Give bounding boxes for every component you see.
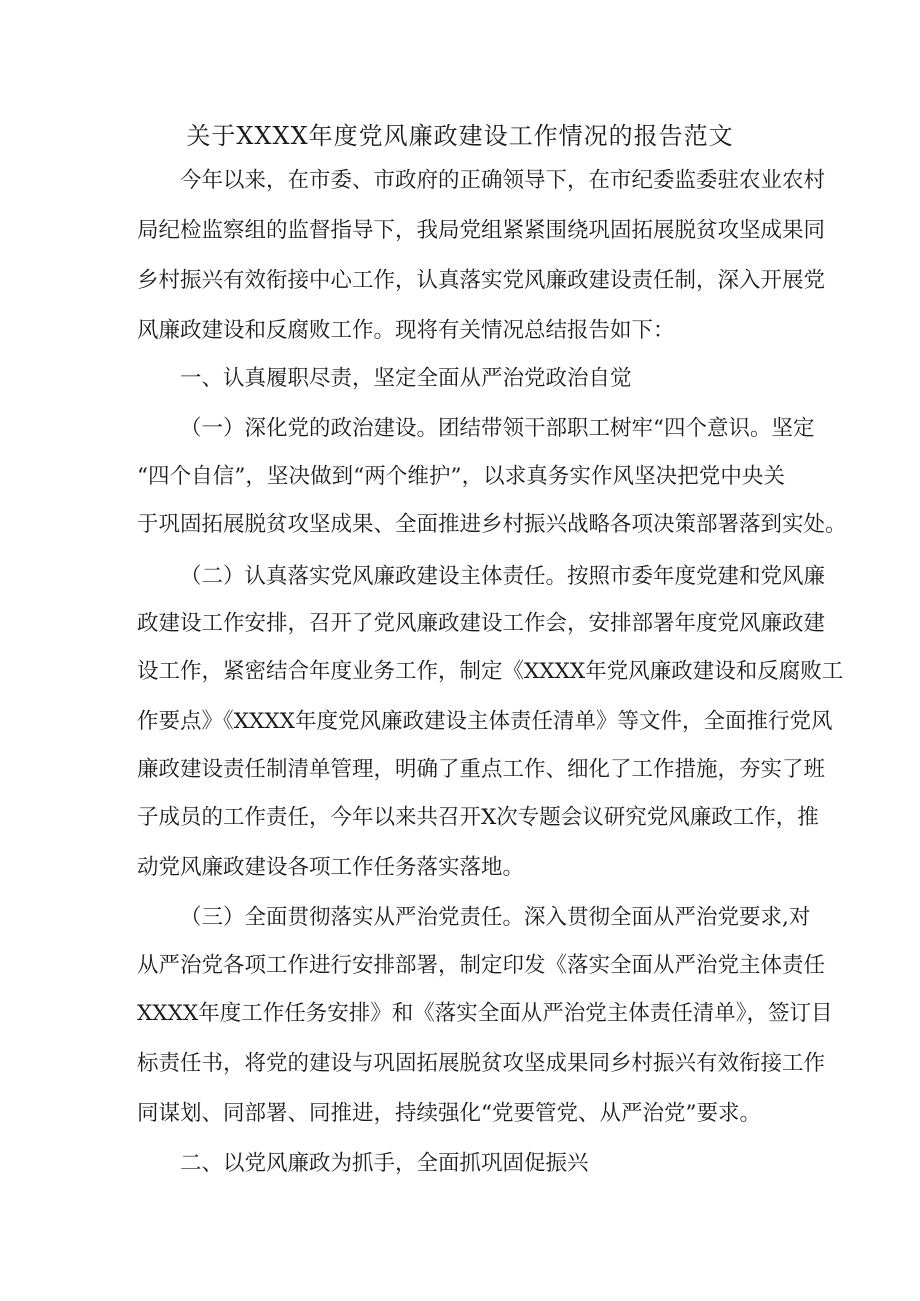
paragraph-line: 廉政建设责任制清单管理，明确了重点工作、细化了工作措施，夯实了班	[137, 757, 826, 782]
paragraph-line: XXXX年度工作任务安排》和《落实全面从严治党主体责任清单》，签订目	[137, 1001, 833, 1026]
section-heading: 一、认真履职尽责，坚定全面从严治党政治自觉	[180, 366, 632, 391]
paragraph-line: 标责任书，将党的建设与巩固拓展脱贫攻坚成果同乡村振兴有效衔接工作	[137, 1051, 826, 1076]
paragraph-line: （二）认真落实党风廉政建设主体责任。按照市委年度党建和党风廉	[180, 564, 826, 589]
paragraph-line: 作要点》《XXXX年度党风廉政建设主体责任清单》等文件，全面推行党风	[137, 709, 833, 734]
paragraph-line: （一）深化党的政治建设。团结带领干部职工树牢“四个意识。坚定	[180, 416, 815, 441]
paragraph-line: 政建设工作安排，召开了党风廉政建设工作会，安排部署年度党风廉政建	[137, 611, 826, 636]
paragraph-line: 局纪检监察组的监督指导下，我局党组紧紧围绕巩固拓展脱贫攻坚成果同	[137, 218, 826, 243]
paragraph-line: 从严治党各项工作进行安排部署，制定印发《落实全面从严治党主体责任	[137, 953, 826, 978]
paragraph-line: 乡村振兴有效衔接中心工作，认真落实党风廉政建设责任制，深入开展党	[137, 268, 826, 293]
paragraph-line: 动党风廉政建设各项工作任务落实落地。	[137, 855, 525, 880]
paragraph-line: （三）全面贯彻落实从严治党责任。深入贯彻全面从严治党要求,对	[180, 905, 811, 930]
paragraph-line: 今年以来，在市委、市政府的正确领导下，在市纪委监委驻农业农村	[180, 168, 826, 193]
section-heading: 二、以党风廉政为抓手，全面抓巩固促振兴	[180, 1151, 589, 1176]
paragraph-line: “四个自信”，坚决做到“两个维护”，以求真务实作风坚决把党中央关	[137, 464, 785, 489]
document-title: 关于XXXX年度党风廉政建设工作情况的报告范文	[186, 122, 734, 150]
paragraph-line: 子成员的工作责任，今年以来共召开X次专题会议研究党风廉政工作，推	[137, 805, 819, 830]
paragraph-line: 风廉政建设和反腐败工作。现将有关情况总结报告如下：	[137, 318, 675, 343]
paragraph-line: 同谋划、同部署、同推进，持续强化“党要管党、从严治党”要求。	[137, 1101, 761, 1126]
paragraph-line: 设工作，紧密结合年度业务工作，制定《XXXX年党风廉政建设和反腐败工	[137, 659, 844, 684]
paragraph-line: 于巩固拓展脱贫攻坚成果、全面推进乡村振兴战略各项决策部署落到实处。	[137, 512, 847, 537]
